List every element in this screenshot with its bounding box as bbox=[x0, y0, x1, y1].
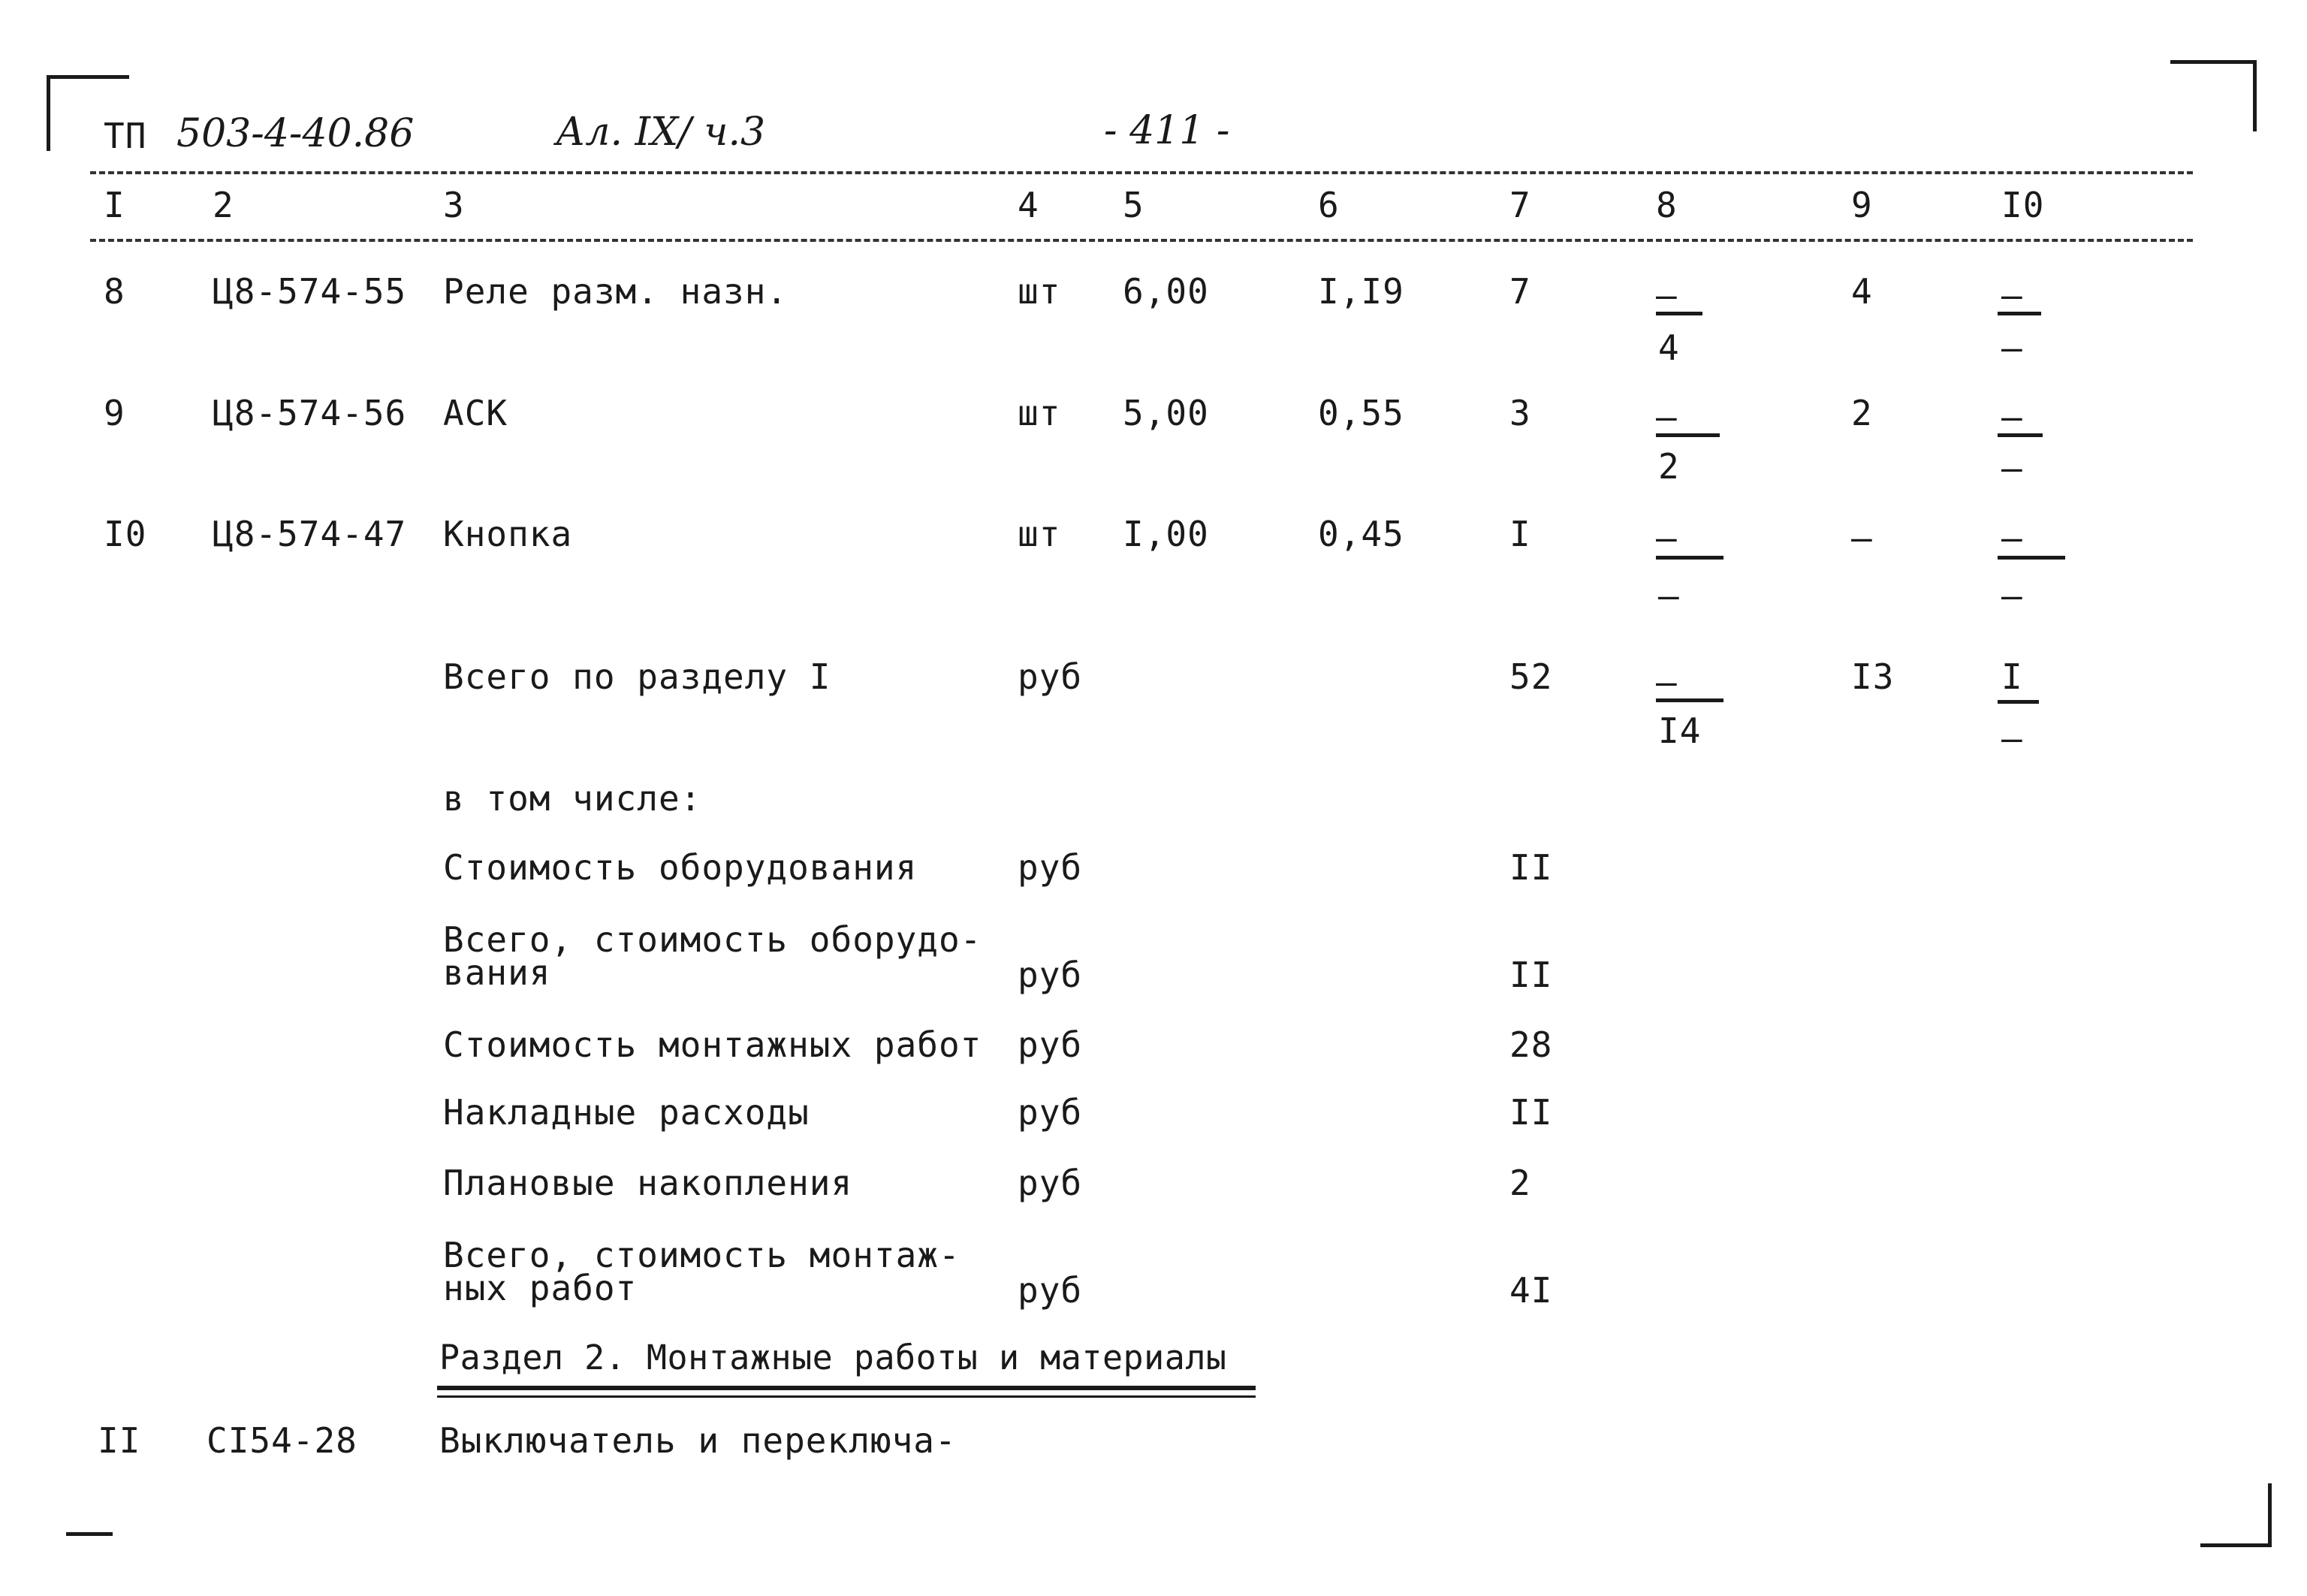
section2-underline-2 bbox=[437, 1395, 1256, 1398]
breakdown-name: Стоимость оборудования bbox=[443, 847, 918, 888]
col9-value: 2 bbox=[1851, 393, 1873, 433]
breakdown-name-line1: Всего, стоимость оборудо- bbox=[443, 919, 982, 960]
breakdown-value: II bbox=[1509, 955, 1553, 995]
total-col9: I3 bbox=[1851, 656, 1895, 697]
col8-fraction-line bbox=[1656, 312, 1702, 315]
col8-top: – bbox=[1656, 517, 1678, 558]
column-header-9: 9 bbox=[1851, 185, 1873, 225]
breakdown-value: II bbox=[1509, 847, 1553, 888]
breakdown-value: II bbox=[1509, 1092, 1553, 1133]
col6-value: I,I9 bbox=[1318, 271, 1404, 312]
col10-bottom: – bbox=[2001, 448, 2023, 488]
breakdown-unit: руб bbox=[1018, 847, 1083, 888]
col5-value: 5,00 bbox=[1123, 393, 1209, 433]
including-label: в том числе: bbox=[443, 778, 702, 819]
col5-value: 6,00 bbox=[1123, 271, 1209, 312]
column-header-10: I0 bbox=[2001, 185, 2045, 225]
column-header-3: 3 bbox=[443, 185, 465, 225]
col7-value: 3 bbox=[1509, 393, 1531, 433]
breakdown-unit: руб bbox=[1018, 955, 1083, 995]
price-code: CI54-28 bbox=[207, 1420, 357, 1461]
breakdown-value: 28 bbox=[1509, 1024, 1553, 1065]
col10-top: – bbox=[2001, 517, 2023, 558]
breakdown-name: Стоимость монтажных работ bbox=[443, 1024, 982, 1065]
col10-fraction-line bbox=[1998, 556, 2065, 560]
col10-bottom: – bbox=[2001, 327, 2023, 368]
total-col10-bottom: – bbox=[2001, 718, 2023, 759]
unit: шт bbox=[1018, 514, 1061, 554]
frame-mark-bottom-left bbox=[66, 1532, 113, 1536]
row-number: 9 bbox=[104, 393, 125, 433]
column-header-6: 6 bbox=[1318, 185, 1340, 225]
total-col8-bottom: I4 bbox=[1658, 711, 1702, 751]
unit: шт bbox=[1018, 271, 1061, 312]
col8-top: – bbox=[1656, 397, 1678, 437]
breakdown-unit: руб bbox=[1018, 1024, 1083, 1065]
column-header-7: 7 bbox=[1509, 185, 1531, 225]
document-code: 503-4-40.86 bbox=[176, 111, 415, 156]
total-col7: 52 bbox=[1509, 656, 1553, 697]
album-reference: Ал. IX/ ч.3 bbox=[556, 110, 766, 155]
section2-underline bbox=[437, 1386, 1256, 1390]
header-rule-top bbox=[90, 171, 2193, 174]
col8-fraction-line bbox=[1656, 556, 1723, 560]
unit: шт bbox=[1018, 393, 1061, 433]
header-rule-bottom bbox=[90, 239, 2193, 242]
col10-top: – bbox=[2001, 275, 2023, 315]
price-code: Ц8-574-47 bbox=[213, 514, 407, 554]
item-name: Реле разм. назн. bbox=[443, 271, 789, 312]
col8-top: – bbox=[1656, 275, 1678, 315]
page-number: - 411 - bbox=[1104, 108, 1230, 153]
item-name: Кнопка bbox=[443, 514, 573, 554]
total-col8-fraction-line bbox=[1656, 698, 1723, 702]
breakdown-name: Накладные расходы bbox=[443, 1092, 810, 1133]
col6-value: 0,55 bbox=[1318, 393, 1404, 433]
row-number: I0 bbox=[104, 514, 147, 554]
item-name: Выключатель и переключа- bbox=[439, 1420, 957, 1461]
breakdown-name: Плановые накопления bbox=[443, 1163, 853, 1203]
frame-corner-top-right bbox=[2170, 60, 2257, 131]
breakdown-unit: руб bbox=[1018, 1163, 1083, 1203]
breakdown-value: 2 bbox=[1509, 1163, 1531, 1203]
column-header-2: 2 bbox=[213, 185, 234, 225]
col9-value: 4 bbox=[1851, 271, 1873, 312]
breakdown-name-line2: ных работ bbox=[443, 1268, 638, 1308]
total-col10-fraction-line bbox=[1998, 700, 2039, 704]
frame-corner-bottom-right bbox=[2200, 1483, 2272, 1547]
row-number: 8 bbox=[104, 271, 125, 312]
col10-fraction-line bbox=[1998, 312, 2041, 315]
col8-fraction-line bbox=[1656, 433, 1720, 437]
breakdown-name-line2: вания bbox=[443, 952, 551, 993]
tp-label: ТП bbox=[104, 116, 147, 156]
col7-value: I bbox=[1509, 514, 1531, 554]
column-header-5: 5 bbox=[1123, 185, 1144, 225]
col7-value: 7 bbox=[1509, 271, 1531, 312]
col10-bottom: – bbox=[2001, 575, 2023, 616]
col5-value: I,00 bbox=[1123, 514, 1209, 554]
breakdown-unit: руб bbox=[1018, 1270, 1083, 1311]
breakdown-unit: руб bbox=[1018, 1092, 1083, 1133]
breakdown-name-line1: Всего, стоимость монтаж- bbox=[443, 1235, 960, 1275]
column-header-4: 4 bbox=[1018, 185, 1039, 225]
column-header-8: 8 bbox=[1656, 185, 1678, 225]
col8-bottom: 4 bbox=[1658, 327, 1680, 368]
col6-value: 0,45 bbox=[1318, 514, 1404, 554]
total-label: Всего по разделу I bbox=[443, 656, 831, 697]
total-unit: руб bbox=[1018, 656, 1083, 697]
total-col8-top: – bbox=[1656, 662, 1678, 702]
col8-bottom: – bbox=[1658, 575, 1680, 616]
price-code: Ц8-574-55 bbox=[213, 271, 407, 312]
col10-top: – bbox=[2001, 397, 2023, 437]
price-code: Ц8-574-56 bbox=[213, 393, 407, 433]
total-col10-top: I bbox=[2001, 656, 2023, 697]
col9-value: – bbox=[1851, 517, 1873, 558]
item-name: АСК bbox=[443, 393, 508, 433]
column-header-1: I bbox=[104, 185, 125, 225]
breakdown-value: 4I bbox=[1509, 1270, 1553, 1311]
section2-title: Раздел 2. Монтажные работы и материалы bbox=[439, 1338, 1227, 1377]
row-number: II bbox=[98, 1420, 141, 1461]
col8-bottom: 2 bbox=[1658, 446, 1680, 487]
col10-fraction-line bbox=[1998, 433, 2043, 437]
